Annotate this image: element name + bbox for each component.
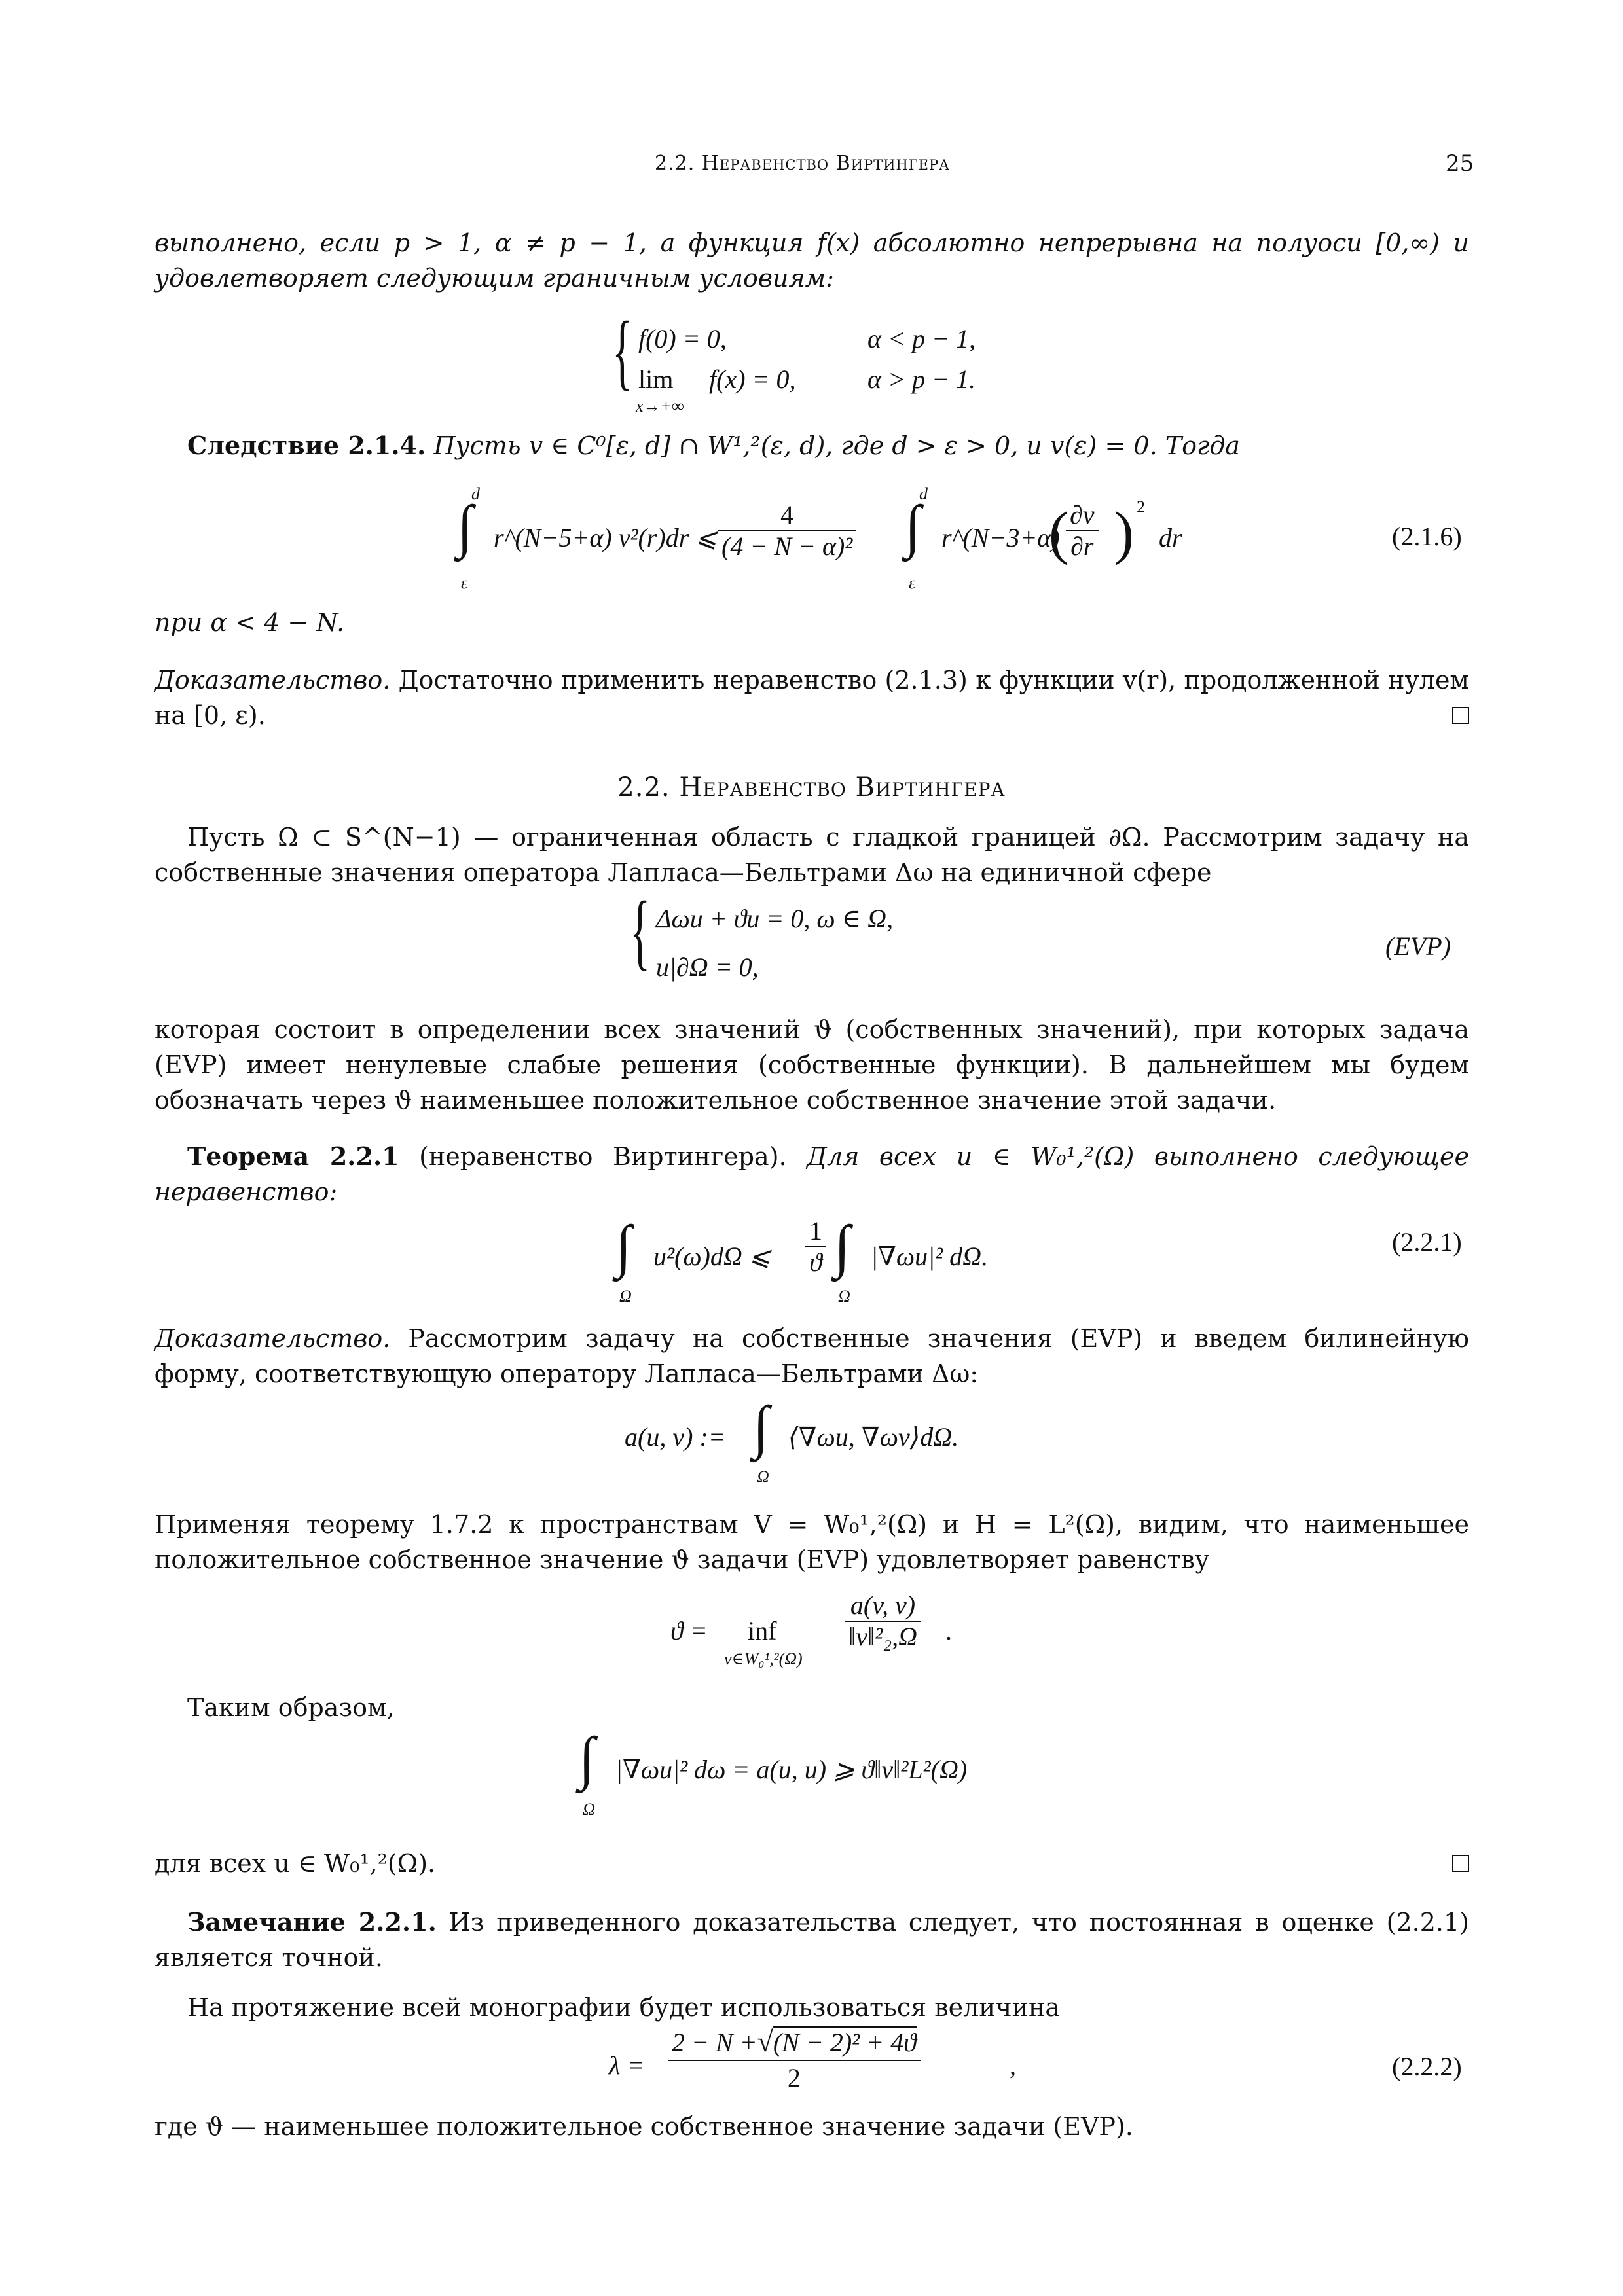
paragraph: Таким образом, [187, 1693, 395, 1722]
equation-result: ∫ Ω |∇ωu|² dω = a(u, u) ⩾ ϑ‖v‖²L²(Ω) [579, 1726, 968, 1819]
proof-label: Доказательство. [155, 666, 391, 694]
proof-text: Достаточно применить неравенство (2.1.3) к функции v(r), продолженной нулем на [0, ε). [155, 666, 1469, 730]
paragraph: для всех u ∈ W₀¹,²(Ω). [155, 1849, 436, 1878]
paragraph: Пусть Ω ⊂ S^(N−1) — ограниченная область с гладкой границей ∂Ω. Рассмотрим задачу на собственные значения оператора Лапласа—Бельтрами Δω на единичной сфере [155, 823, 1469, 887]
proof [155, 1321, 1469, 1391]
remark [155, 1905, 1469, 1975]
remark-text: Из приведенного доказательства следует, что постоянная в оценке (2.2.1) является точной. [155, 1908, 1469, 1972]
paragraph: которая состоит в определении всех значений ϑ (собственных значений), при которых задача (EVP) имеет ненулевые слабые решения (собственные функции). В дальнейшем мы будем обозначать через ϑ наименьшее положительное собственное значение этой задачи. [155, 1015, 1469, 1115]
equation-label: (EVP) [1385, 931, 1451, 961]
equation-2-1-6: d ∫ ε r^(N−5+α) v²(r)dr ⩽ $\frac{4}{\text{(4 − N − α)²}}$ d ∫ ε r^(N−3+α) ( $\frac{\partial v}{\partial r}$ ) 2 dr [457, 484, 1182, 592]
equation-2-2-2: λ = 2 − N +√(N − 2)² + 4ϑ 2 , [609, 2026, 1016, 2092]
equation-2-2-1: ∫ Ω u²(ω)dΩ ⩽ $\frac{1}{ϑ}$ ∫ Ω |∇ωu|² dΩ. [615, 1214, 989, 1306]
paragraph: На протяжение всей монографии будет использоваться величина [187, 1993, 1060, 2022]
theorem [155, 1139, 1469, 1210]
proof-text: Рассмотрим задачу на собственные значения (EVP) и введем билинейную форму, соответствующую оператору Лапласа—Бельтрами Δω: [155, 1324, 1469, 1388]
paragraph: выполнено, если p > 1, α ≠ p − 1, а функция f(x) абсолютно непрерывна на полуоси [0,∞) и удовлетворяет следующим граничным условиям: [155, 228, 1469, 293]
qed-box [1452, 707, 1469, 724]
equation-bilinear-form: a(u, v) := ∫ Ω ⟨∇ωu, ∇ωv⟩dΩ. [625, 1395, 959, 1486]
condition-text: при α < 4 − N. [155, 608, 345, 637]
equation-evp: { Δωu + ϑu = 0, ω ∈ Ω, u|∂Ω = 0, [630, 884, 894, 982]
paragraph: Применяя теорему 1.7.2 к пространствам V = W₀¹,²(Ω) и H = L²(Ω), видим, что наименьшее положительное собственное значение ϑ задачи (EVP) удовлетворяет равенству [155, 1510, 1469, 1574]
section-title: 2.2. Неравенство Виртингера [617, 772, 1006, 802]
remark-label: Замечание 2.2.1. [187, 1907, 437, 1937]
qed-box [1452, 1855, 1469, 1872]
corollary-text: Пусть v ∈ C⁰[ε, d] ∩ W¹,²(ε, d), где d > ε > 0, и v(ε) = 0. Тогда [433, 431, 1240, 460]
proof [155, 662, 1469, 733]
equation-number: (2.2.2) [1392, 2052, 1462, 2081]
proof-label: Доказательство. [155, 1324, 391, 1353]
equation-number: (2.1.6) [1392, 522, 1462, 551]
page-number: 25 [1446, 151, 1474, 177]
equation-inf: ϑ = inf v∈W₀¹,²(Ω) $\frac{a(v, v)}{\text{‖v‖²₂,Ω}}$ . [670, 1590, 952, 1668]
paragraph: где ϑ — наименьшее положительное собственное значение задачи (EVP). [155, 2112, 1133, 2141]
page: 2.2. Неравенство Виртингера 25 выполнено, если p > 1, α ≠ p − 1, а функция f(x) абсолютно непрерывна на полуоси [0,∞) и удовлетворяет следующим граничным условиям: { f(0) = 0, α < p − 1, lim x→+∞ f(x) = 0, α > p − 1. Следствие 2.1.4. Пусть v ∈ C⁰[ε, d] ∩ W¹,²(ε, d), где d > ε > 0, и v(ε) = 0. Тогда d ∫ ε r^(N−5+α) v²(r)dr ⩽ $\frac{4}{\text{(4 − N − α)²}}$ d ∫ ε r^(N−3+α) ( $\frac{\partial v}{\partial r}$ ) 2 dr (2.1.6) при α < 4 − N. Доказательство. Достаточно применить неравенство (2.1.3) к функции v(r), продолженной нулем на [0, ε). 2.2. Неравенство Виртингера Пусть Ω ⊂ S^(N−1) — ограниченная область с гладкой границей ∂Ω. Рассмотрим задачу на собственные значения оператора Лапласа—Бельтрами Δω на единичной сфере { Δωu + ϑu = 0, ω ∈ Ω, u|∂Ω = 0, (EVP) которая состоит в определении всех значений ϑ (собственных значений), при которых задача (EVP) имеет ненулевые слабые решения (собственные функции). В дальнейшем мы будем обозначать через ϑ наименьшее положительное собственное значение этой задачи. Теорема 2.2.1 (неравенство Виртингера). Для всех u ∈ W₀¹,²(Ω) выполнено следующее неравенство: ∫ Ω u²(ω)dΩ ⩽ $\frac{1}{ϑ}$ ∫ Ω |∇ωu|² dΩ. (2.2.1) Доказательство. Рассмотрим задачу на собственные значения (EVP) и введем билинейную форму, соответствующую оператору Лапласа—Бельтрами Δω: a(u, v) := ∫ Ω ⟨∇ωu, ∇ωv⟩dΩ. Применяя теорему 1.7.2 к пространствам V = W₀¹,²(Ω) и H = L²(Ω), видим, что наименьшее положительное собственное значение ϑ задачи (EVP) удовлетворяет равенству ϑ = inf v∈W₀¹,²(Ω) $\frac{a(v, v)}{\text{‖v‖²₂,Ω}}$ . Таким образом, ∫ Ω |∇ωu|² dω = a(u, u) ⩾ ϑ‖v‖²L²(Ω) для всех u ∈ W₀¹,²(Ω). Замечание 2.2.1. Из приведенного доказательства следует, что постоянная в оценке (2.2.1) является точной. На протяжение всей монографии будет использоваться величина λ = 2 − N +√(N − 2)² + 4ϑ 2 , (2.2.2) где ϑ — наименьшее положительное собственное значение задачи (EVP). [0, 0, 1623, 2296]
theorem-text: Для всех u ∈ W₀¹,²(Ω) выполнено следующее неравенство: [155, 1142, 1469, 1206]
theorem-paren: (неравенство Виртингера). [419, 1142, 787, 1171]
equation-number: (2.2.1) [1392, 1227, 1462, 1257]
corollary-label: Следствие 2.1.4. [187, 431, 426, 460]
theorem-label: Теорема 2.2.1 [187, 1141, 399, 1171]
running-header: 2.2. Неравенство Виртингера [655, 152, 951, 175]
corollary [187, 428, 1470, 463]
